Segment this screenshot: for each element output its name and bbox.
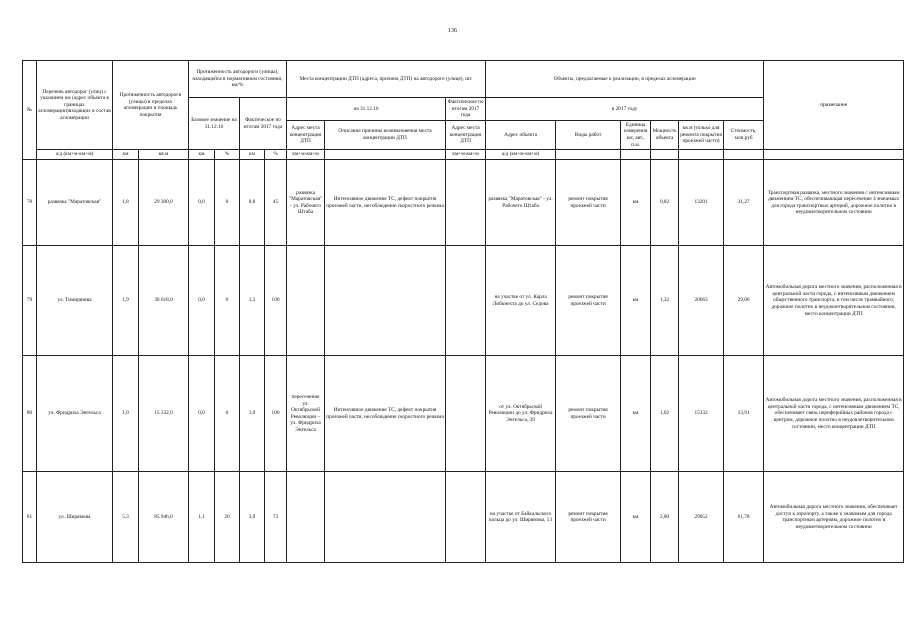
row-road: развязка "Маратовская" xyxy=(37,160,113,246)
table-row xyxy=(23,160,904,246)
header-km: км xyxy=(113,150,139,160)
row-num: 80 xyxy=(23,356,37,472)
row-act-pct: 45 xyxy=(265,160,287,246)
row-sqm: 20663 xyxy=(679,246,724,356)
row-len-km: 5,3 xyxy=(113,472,139,563)
table-row xyxy=(23,246,904,356)
row-len-km: 1,0 xyxy=(113,356,139,472)
table-row xyxy=(23,356,904,472)
row-act-km: 0,8 xyxy=(240,160,265,246)
row-road: ул. Ширямова xyxy=(37,472,113,563)
row-len-km: 1,9 xyxy=(113,246,139,356)
row-road: ул. Фридриха Энгельса xyxy=(37,356,113,472)
row-power: 2,80 xyxy=(651,472,679,563)
header-length-norm: Протяженность автодороги (улицы), находящейся в нормативном состоянии, км/% xyxy=(189,61,287,98)
row-act-pct: 73 xyxy=(265,472,287,563)
header-note: примечание xyxy=(764,61,904,150)
header-unit: Единица измерения км, авт., п.м. xyxy=(621,120,651,149)
row-dtp-address xyxy=(287,246,325,356)
row-unit: км xyxy=(621,160,651,246)
row-num: 79 xyxy=(23,246,37,356)
header-dtp-address-2: Адрес места концентрации ДТП xyxy=(446,120,486,149)
header-road-list: Перечень автодорог (улиц) с указанием км (адрес объекта в границах агломерации)входящих в состав агломерации xyxy=(37,61,113,150)
row-base-km: 0,0 xyxy=(189,356,215,472)
row-act-km: 3,9 xyxy=(240,472,265,563)
header-km-m: кв.м xyxy=(139,150,189,160)
row-unit: км xyxy=(621,356,651,472)
row-base-pct: 0 xyxy=(215,356,240,472)
row-base-km: 1,1 xyxy=(189,472,215,563)
header-act-pct: % xyxy=(265,150,287,160)
header-blank-3 xyxy=(651,150,679,160)
header-dtp-places: Места концентрации ДТП (адреса, причина ДТП) на автодороге (улице), шт. xyxy=(287,61,486,98)
row-area: 85 946,0 xyxy=(139,472,189,563)
row-base-pct: 20 xyxy=(215,472,240,563)
row-act-km: 1,0 xyxy=(240,356,265,472)
header-row-4 xyxy=(23,150,904,160)
road-objects-table xyxy=(22,60,904,563)
row-work: ремонт покрытия проезжей части xyxy=(556,160,621,246)
header-base-km: км xyxy=(189,150,215,160)
row-work: ремонт покрытия проезжей части xyxy=(556,246,621,356)
header-dtp-reason: Описание причины возникновения места концентрации ДТП xyxy=(325,120,446,149)
row-area: 29 300,0 xyxy=(139,160,189,246)
row-num: 78 xyxy=(23,160,37,246)
row-dtp-address-2 xyxy=(446,472,486,563)
row-unit: км xyxy=(621,246,651,356)
header-row-1 xyxy=(23,61,904,98)
row-note: Автомобильная дорога местного значения, обеспечивает доступ к аэропорту, а также к значимым для города транспортным артериям, дорожное полотно в неудовлетворительном состоянии xyxy=(764,472,904,563)
row-road: ул. Тимирязева xyxy=(37,246,113,356)
row-dtp-address-2 xyxy=(446,246,486,356)
page-number: 136 xyxy=(448,28,457,34)
row-work: ремонт покрытия проезжей части xyxy=(556,472,621,563)
row-base-km: 0,0 xyxy=(189,246,215,356)
header-blank-1 xyxy=(556,150,621,160)
row-act-km: 1,3 xyxy=(240,246,265,356)
header-blank-4 xyxy=(679,150,724,160)
row-dtp-reason: Интенсивное движение ТС, дефект покрытия проезжей части, несоблюдение скоростного режима xyxy=(325,160,446,246)
header-blank-2 xyxy=(621,150,651,160)
header-road-length: Протяженность автодороги (улицы) в пределах агломерации и площадь покрытия xyxy=(113,61,189,150)
row-note: Транспортная развязка, местного значения с интенсивным движением ТС, обеспечивающая пересечение 4 значимых для города транспортных артерий, дорожное полотно в неудовлетворительном состоянии xyxy=(764,160,904,246)
header-objects: Объекты, предлагаемые к реализации, в пределах агломерации xyxy=(486,61,764,98)
row-dtp-address-2 xyxy=(446,160,486,246)
row-dtp-address-2 xyxy=(446,356,486,472)
row-obj-address: на участке от ул. Карла Либкнехта до ул. Седова xyxy=(486,246,556,356)
row-sqm: 15332 xyxy=(679,356,724,472)
row-len-km: 1,8 xyxy=(113,160,139,246)
row-area: 15 332,0 xyxy=(139,356,189,472)
row-obj-address: от ул. Октябрьской Революции до ул. Фридриха Энгельса, 39 xyxy=(486,356,556,472)
row-dtp-address: пересечение ул. Октябрьской Революции – ул. Фридриха Энгельса xyxy=(287,356,325,472)
header-actual: Фактическое по итогам 2017 года xyxy=(240,98,287,150)
header-blank-5 xyxy=(724,150,764,160)
row-sqm: 29052 xyxy=(679,472,724,563)
header-work-types: Виды работ xyxy=(556,120,621,149)
row-note: Автомобильная дорога местного значения, расположенная в центральной части города, с интенсивным движением общественного транспорта, в том числе трамвайного, дорожное полотно в неудовлетворительном состоянии, место концентрации ДТП xyxy=(764,246,904,356)
header-obj-address-sub: а/д (км+м-км+м) xyxy=(486,150,556,160)
row-base-pct: 0 xyxy=(215,160,240,246)
header-dtp-address2-sub: км+м-км+м xyxy=(446,150,486,160)
row-sqm: 13201 xyxy=(679,160,724,246)
row-dtp-reason xyxy=(325,246,446,356)
header-objects-year: в 2017 году xyxy=(486,98,764,121)
row-note: Автомобильная дорога местного значения, расположенная в центральной части города, с интенсивным движением ТС, обеспечивает связь периферийных районов города с центром, дорожное полотно в неудовлетворительном состоянии, место концентрации ДТП xyxy=(764,356,904,472)
header-base: Базовое значение на 31.12.16 xyxy=(189,98,240,150)
row-base-km: 0,0 xyxy=(189,160,215,246)
row-base-pct: 0 xyxy=(215,246,240,356)
header-blank-6 xyxy=(764,150,904,160)
row-cost: 13,91 xyxy=(724,356,764,472)
row-obj-address: развязка "Маратовская" - ул. Рабочего Штаба xyxy=(486,160,556,246)
row-power: 1,32 xyxy=(651,246,679,356)
header-power: Мощность объекта xyxy=(651,120,679,149)
header-cost: Стоимость, млн.руб xyxy=(724,120,764,149)
header-sqm: кв.м (только для ремонта покрытия проезжей части) xyxy=(679,120,724,149)
header-num: № xyxy=(23,61,37,160)
row-act-pct: 100 xyxy=(265,356,287,472)
row-num: 81 xyxy=(23,472,37,563)
row-area: 30 618,0 xyxy=(139,246,189,356)
row-power: 1,02 xyxy=(651,356,679,472)
row-dtp-reason xyxy=(325,472,446,563)
header-dtp-date: на 31.12.16 xyxy=(287,98,446,121)
header-act-km: км xyxy=(240,150,265,160)
header-dtp-reason-blank xyxy=(325,150,446,160)
row-cost: 29,06 xyxy=(724,246,764,356)
header-dtp-address: Адрес места концентрации ДТП xyxy=(287,120,325,149)
row-dtp-address: развязка "Маратовская" - ул. Рабочего Штаба xyxy=(287,160,325,246)
row-cost: 31,27 xyxy=(724,160,764,246)
row-work: ремонт покрытия проезжей части xyxy=(556,356,621,472)
table-row xyxy=(23,472,904,563)
row-cost: 61,78 xyxy=(724,472,764,563)
header-dtp-address-sub: км+м-км+м xyxy=(287,150,325,160)
header-base-pct: % xyxy=(215,150,240,160)
row-unit: км xyxy=(621,472,651,563)
row-obj-address: на участке от Байкальского кольца до ул. Ширямова, 13 xyxy=(486,472,556,563)
row-dtp-address xyxy=(287,472,325,563)
row-act-pct: 100 xyxy=(265,246,287,356)
header-dtp-actual: Фактическое по итогам 2017 года xyxy=(446,98,486,121)
header-obj-address: Адрес объекта xyxy=(486,120,556,149)
header-road-list-sub: а/д (км+м-км+м) xyxy=(37,150,113,160)
row-dtp-reason: Интенсивное движение ТС, дефект покрытия проезжей части, несоблюдение скоростного режима xyxy=(325,356,446,472)
row-power: 0,82 xyxy=(651,160,679,246)
